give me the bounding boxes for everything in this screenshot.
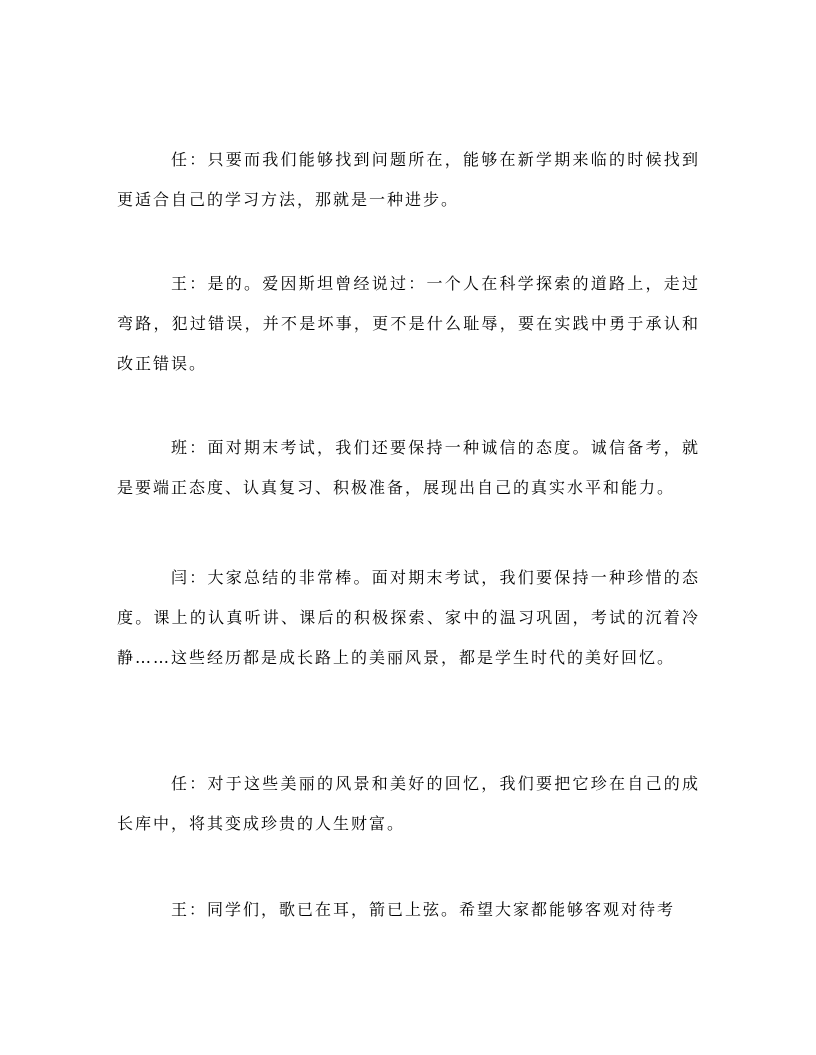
- paragraph: 闫：大家总结的非常棒。面对期末考试，我们要保持一种珍惜的态度。课上的认真听讲、课后的积极探索、家中的温习巩固，考试的沉着冷静……这些经历都是成长路上的美丽风景，都是学生时代的美好回忆。: [117, 568, 700, 667]
- paragraph: 王：是的。爱因斯坦曾经说过：一个人在科学探索的道路上，走过弯路，犯过错误，并不是坏事，更不是什么耻辱，要在实践中勇于承认和改正错误。: [117, 274, 700, 373]
- paragraph: 任：对于这些美丽的风景和美好的回忆，我们要把它珍在自己的成长库中，将其变成珍贵的人生财富。: [117, 774, 700, 833]
- paragraph: 班：面对期末考试，我们还要保持一种诚信的态度。诚信备考，就是要端正态度、认真复习、积极准备，展现出自己的真实水平和能力。: [117, 438, 700, 497]
- paragraph: 任：只要而我们能够找到问题所在，能够在新学期来临的时候找到更适合自己的学习方法，那就是一种进步。: [117, 150, 700, 209]
- paragraph: 王：同学们，歌已在耳，箭已上弦。希望大家都能够客观对待考: [171, 900, 676, 919]
